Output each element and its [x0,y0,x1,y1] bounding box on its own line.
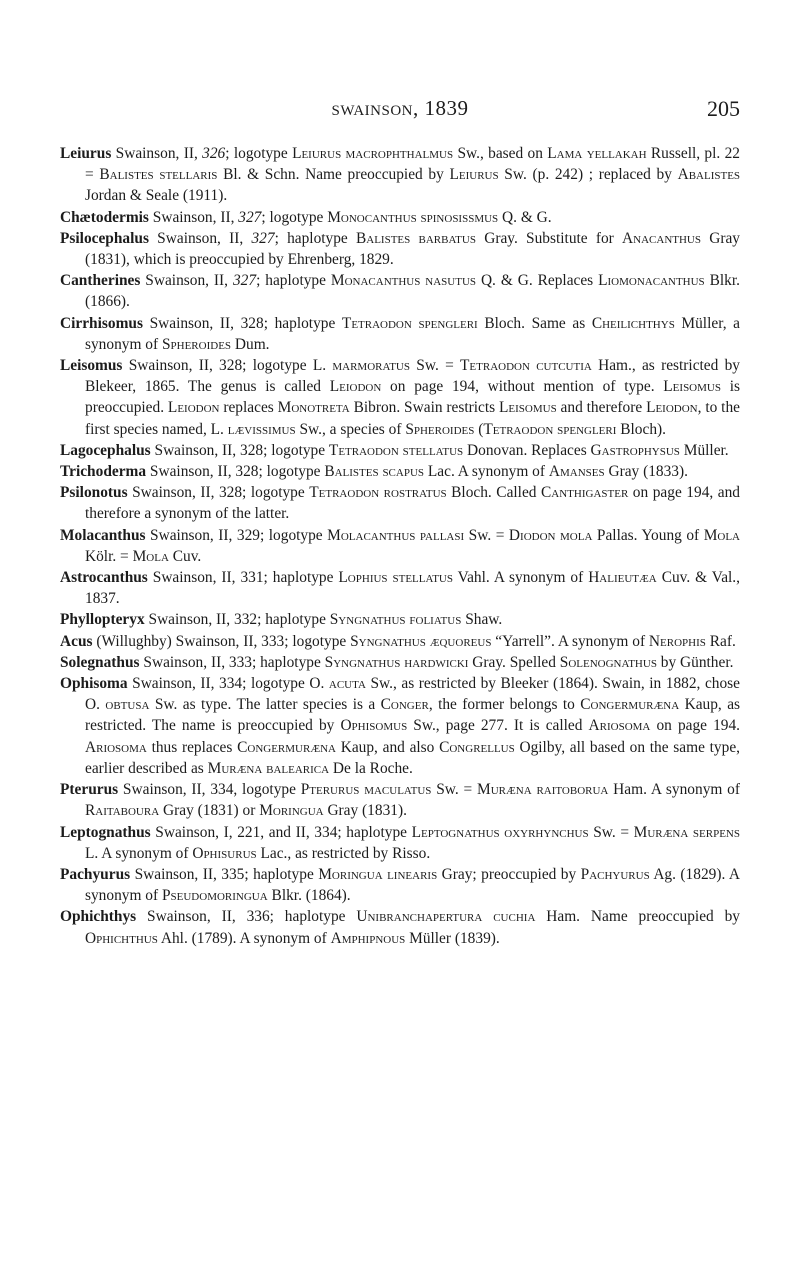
taxon-name: Leiurus macrophthalmus [292,145,454,162]
genus-name: Pterurus [60,781,119,799]
entry-text: by Günther. [656,653,734,671]
taxon-name: Muræna balearica [207,759,330,777]
entry-text: Swainson, II, 331; haplotype [147,569,339,587]
entry-text: ; haplotype [256,272,331,290]
taxon-name: lævissimus [227,420,296,438]
entry-text: Russell, pl. 22 = [85,145,740,184]
taxon-name: Nerophis [648,632,706,650]
entry-text: Kaup, and also [336,738,440,756]
taxon-name: Halieutæa [588,569,657,587]
entry-text: Sw., as restricted by Bleeker (1864). Swain, in 1882, chose O. [85,675,741,714]
genus-name: Lagocephalus [60,441,151,459]
entry-text: Shaw. [461,611,503,629]
entry-text: Ogilby, all based on the same type, earlier described as [85,738,740,777]
genus-name: Molacanthus [60,526,146,544]
entry-text: Sw. = [431,781,478,799]
entry-text: Cuv. & Val., 1837. [85,569,740,608]
taxon-name: Tetraodon cutcutia [460,357,592,375]
genus-entry [60,207,740,228]
entry-text: Sw. = [410,357,461,375]
genus-entry [60,482,740,524]
entry-text: Swainson, II, 328; logotype [127,484,310,502]
entry-text: Ham. A synonym of [608,781,740,799]
taxon-name: Lophius stellatus [338,569,453,587]
taxon-name: Mola [703,526,740,544]
entry-text: Ham. Name preoccupied by [535,908,740,926]
taxon-name: Amphipnous [330,929,406,947]
taxon-name: Spheroides [161,335,232,353]
entry-text: Kölr. = [85,547,133,565]
entry-text: on page 194, without mention of type. [381,378,664,396]
entry-text: Swainson, II, [111,145,203,162]
taxon-name: Conger [380,696,429,714]
genus-entry [60,906,740,948]
entry-text: , the former belongs to [428,696,581,714]
entry-text: Bloch. Same as [477,314,592,332]
entry-text: Bl. & Schn. Name preoccupied by [217,166,450,184]
entry-text: Bibron. Swain restricts [349,399,499,417]
entry-text: Swainson, II, 328; logotype L. [122,357,333,375]
running-head: swainson, 1839 [331,96,469,120]
entry-text: De la Roche. [329,759,413,777]
taxon-name: Abalistes [677,166,741,184]
taxon-name: Pseudomoringua [161,887,268,905]
entry-text: Dum. [231,335,270,353]
taxon-name: Diodon mola [508,526,593,544]
taxon-name: Balistes scapus [324,463,425,481]
page-reference: 327 [238,208,262,226]
taxon-name: marmoratus [332,357,410,375]
genus-name: Ophisoma [60,675,128,693]
entry-text: Gray (1831). [323,802,407,820]
entry-text: L. A synonym of [85,844,193,862]
taxon-name: Balistes barbatus [356,229,476,247]
taxon-name: Tetraodon spengleri [483,420,617,438]
genus-entry [60,228,740,270]
entry-text: Gray (1833). [604,463,688,481]
taxon-name: Raitaboura [85,802,160,820]
taxon-name: Ophisomus [340,717,408,735]
taxon-name: Leiodon [646,399,698,417]
entry-text: thus replaces [146,738,238,756]
entry-text: Pallas. Young of [592,526,704,544]
page-reference: 327 [232,272,257,290]
entry-text: (Willughby) Swainson, II, 333; logotype [92,632,351,650]
entry-text: ; haplotype [274,229,356,247]
entry-text: Gray (1831), which is preoccupied by Ehrenberg, 1829. [85,229,740,269]
genus-entry [60,864,740,906]
genus-name: Acus [60,632,93,650]
entry-text: Swainson, II, [148,229,252,247]
page-reference: 326 [202,145,226,162]
entry-text: Sw., page 277. It is called [407,717,589,735]
taxon-name: Congermuræna [580,696,680,714]
taxon-name: Tetraodon stellatus [328,441,464,459]
entry-text: Gray. Substitute for [475,229,623,247]
taxon-name: obtusa [105,696,150,714]
taxon-name: Monotreta [277,399,350,417]
entry-text: Raf. [705,632,736,650]
entry-text: Müller. [679,441,729,459]
taxon-name: Tetraodon rostratus [309,484,447,502]
taxon-name: Unibranchapertura cuchia [356,908,536,926]
entry-text: Ag. (1829). A synonym of [85,865,741,905]
genus-name: Leisomus [60,357,123,375]
entry-text: Kaup, as restricted. The name is preoccupied by [85,696,741,735]
taxon-name: Moringua linearis [318,865,438,883]
entry-text: Müller (1839). [405,929,500,947]
entry-text: ; logotype [225,145,293,162]
genus-entry [60,567,740,609]
entry-text: Bloch). [616,420,666,438]
entry-text: Blkr. (1864). [267,887,351,905]
entry-text: , to the first species named, L. [85,399,740,438]
genus-name: Psilonotus [60,484,128,502]
genus-entry [60,270,740,312]
genus-entry [60,355,740,440]
taxon-name: Mola [132,547,169,565]
taxon-name: Solenognathus [559,653,657,671]
entry-text: Donovan. Replaces [463,441,591,459]
entry-text: Swainson, II, 328; haplotype [142,314,342,332]
entry-text: and therefore [556,399,647,417]
genus-name: Cirrhisomus [60,314,143,332]
taxon-name: Muræna serpens [633,823,740,841]
genus-name: Cantherines [60,272,141,290]
entry-text: Sw. = [588,823,634,841]
taxon-name: Syngnathus æquoreus [350,632,492,650]
entry-text: Sw. (p. 242) ; replaced by [498,166,678,184]
entry-text: Q. & G. Replaces [476,272,599,290]
entry-text: Sw. = [464,526,509,544]
entry-text: Gray (1831) or [159,802,260,820]
taxon-name: Leptognathus oxyrhynchus [411,823,589,841]
entry-text: Lac., as restricted by Risso. [256,844,431,862]
entry-text: Swainson, II, 334, logotype [118,781,301,799]
genus-name: Phyllopteryx [60,611,145,629]
taxon-name: Cheilichthys [591,314,675,332]
taxon-name: Ariosoma [85,738,147,756]
entry-text: Swainson, II, 333; haplotype [139,653,325,671]
taxon-name: Amanses [548,463,605,481]
genus-name: Psilocephalus [60,229,149,247]
genus-entry [60,822,740,864]
entry-text: Q. & G. [498,208,552,226]
genus-entry [60,461,740,482]
page-reference: 327 [251,229,275,247]
taxon-name: Congrellus [439,738,515,756]
entry-text: Bloch. Called [446,484,542,502]
entry-text: Swainson, II, 335; haplotype [130,865,319,883]
entry-text: ( [474,420,484,438]
entry-text: Cuv. [168,547,202,565]
taxon-name: Balistes stellaris [99,166,218,184]
genus-entry [60,609,740,630]
taxon-name: Leiurus [449,166,499,184]
genus-name: Leiurus [60,145,112,162]
genus-entry [60,440,740,461]
entry-text: is preoccupied. [85,378,740,417]
genus-name: Astrocanthus [60,569,148,587]
taxon-name: Ophichthus [85,929,158,947]
entry-text: Swainson, II, 334; logotype O. [127,675,329,693]
entry-text: on page 194, and therefore a synonym of the latter. [85,484,740,523]
taxon-name: Pterurus maculatus [300,781,432,799]
page-number: 205 [707,96,740,121]
taxon-name: Monocanthus spinosissmus [327,208,499,226]
entry-text: Ahl. (1789). A synonym of [157,929,331,947]
taxon-name: Monacanthus nasutus [330,272,477,290]
genus-name: Solegnathus [60,653,140,671]
taxon-name: Ariosoma [588,717,651,735]
taxon-name: acuta [328,675,366,693]
entry-text: Sw., based on [453,145,548,162]
genus-name: Chætodermis [60,208,149,226]
taxon-name: Pachyurus [580,865,650,883]
taxon-name: Tetraodon spengleri [341,314,478,332]
taxon-name: Leiodon [167,399,220,417]
entry-text: Swainson, II, 328; logotype [150,441,329,459]
entry-text: Swainson, II, 328; logotype [146,463,325,481]
taxon-name: Liomonacanthus [598,272,705,290]
genus-name: Ophichthys [60,908,137,926]
taxon-name: Congermuræna [237,738,336,756]
genus-name: Trichoderma [60,463,147,481]
taxon-name: Muræna raitoborua [477,781,609,799]
genus-name: Leptognathus [60,823,151,841]
genus-entry [60,652,740,673]
genus-name: Pachyurus [60,865,131,883]
entry-text: Vahl. A synonym of [453,569,589,587]
taxon-name: Anacanthus [622,229,701,247]
genus-entry [60,779,740,821]
taxon-name: Lama yellakah [547,145,647,162]
entry-text: Swainson, I, 221, and II, 334; haplotype [150,823,412,841]
entry-text: Swainson, II, 332; haplotype [144,611,330,629]
taxon-name: Molacanthus pallasi [327,526,465,544]
entry-text: “Yarrell”. A synonym of [491,632,649,650]
taxon-name: Canthigaster [541,484,629,502]
genus-entry-list [60,143,740,949]
entry-text: Lac. A synonym of [424,463,549,481]
genus-entry [60,631,740,652]
entry-text: on page 194. [650,717,741,735]
entry-text: ; logotype [261,208,328,226]
entry-text: Sw., a species of [295,420,406,438]
entry-text: replaces [219,399,278,417]
entry-text: Swainson, II, 329; logotype [145,526,328,544]
entry-text: Gray. Spelled [468,653,560,671]
taxon-name: Leiodon [329,378,382,396]
entry-text: Swainson, II, [148,208,239,226]
taxon-name: Leisomus [663,378,721,396]
entry-text: Ham., as restricted by Blekeer, 1865. The genus is called [85,357,740,396]
taxon-name: Syngnathus foliatus [329,611,462,629]
genus-entry [60,525,740,567]
entry-text: Müller, a synonym of [85,314,741,353]
genus-entry [60,673,740,779]
taxon-name: Moringua [259,802,324,820]
entry-text: Gray; preoccupied by [437,865,581,883]
genus-entry [60,313,740,355]
taxon-name: Leisomus [499,399,557,417]
page-header [60,96,740,130]
entry-text: Sw. as type. The latter species is a [149,696,381,714]
entry-text: Swainson, II, [140,272,233,290]
entry-text: Swainson, II, 336; haplotype [136,908,357,926]
entry-text: Blkr. (1866). [85,272,740,311]
taxon-name: Gastrophysus [590,441,680,459]
genus-entry [60,143,740,207]
taxon-name: Ophisurus [192,844,257,862]
taxon-name: Spheroides [405,420,475,438]
entry-text: Jordan & Seale (1911). [85,187,228,205]
taxon-name: Syngnathus hardwicki [324,653,469,671]
